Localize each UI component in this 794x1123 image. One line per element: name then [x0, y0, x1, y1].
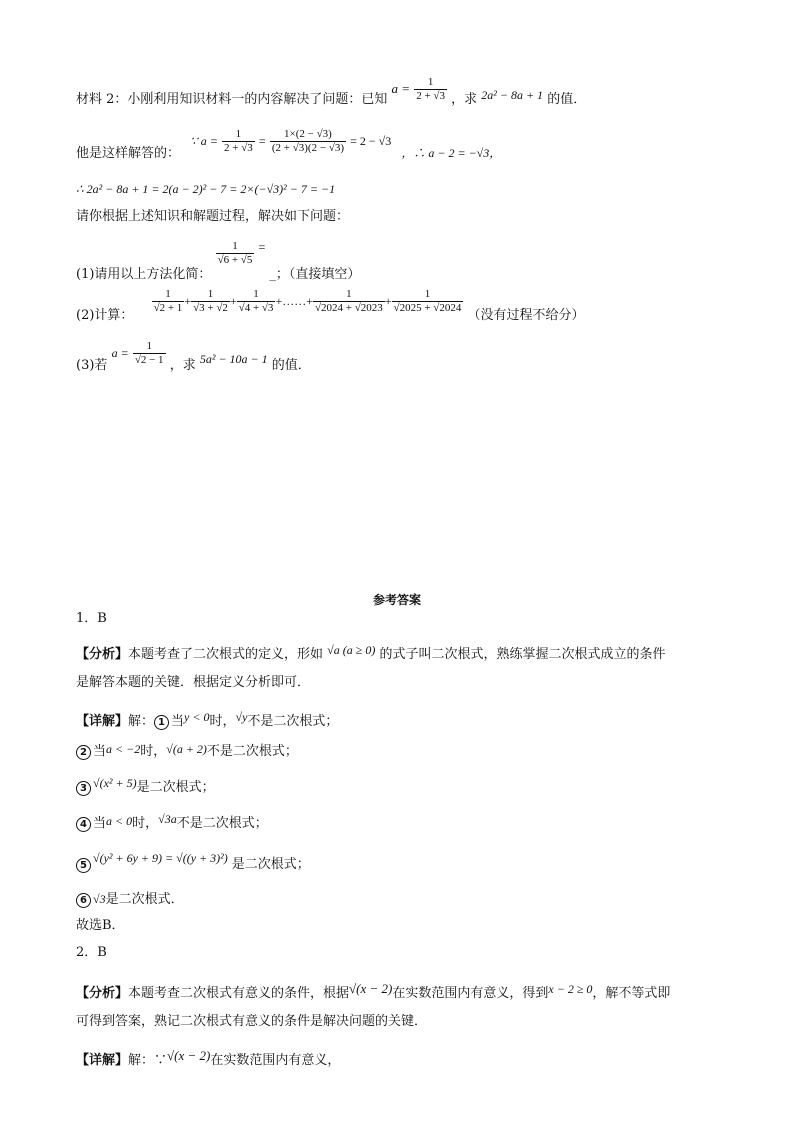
q3-suffix: 的值． — [271, 358, 311, 373]
step1-fraction-2 — [270, 128, 346, 155]
a2-analysis-3: ，解不等式即 — [592, 986, 671, 1001]
q2-term-3-den: √4 + √3 — [238, 302, 274, 314]
solution-step2: ∴ 2a² − 8a + 1 = 2(a − 2)² − 7 = 2×(−√3)² − 7 = −1 — [76, 182, 336, 196]
a1-detail-5 — [76, 851, 310, 874]
f2-num: 1×(2 − √3) — [284, 128, 332, 140]
item-1-post: 不是二次根式； — [247, 714, 339, 729]
a2-analysis-tag: 【分析】 — [76, 986, 129, 1001]
given-num: 1 — [427, 76, 434, 88]
q3-lhs: a = — [111, 346, 129, 360]
item-3-expr: √(x² + 5) — [93, 776, 137, 790]
q2-term-4 — [313, 288, 385, 315]
q2-term-3-num: 1 — [253, 288, 259, 300]
item-6-expr: √3 — [93, 892, 106, 906]
q2-term-5-num: 1 — [424, 288, 431, 300]
step1-tail: ，∴ a − 2 = −√3， — [401, 146, 502, 160]
solution-intro: 他是这样解答的： — [76, 146, 181, 161]
q3-expr: 5a² − 10a − 1 — [199, 352, 268, 366]
f1-num: 1 — [235, 128, 242, 140]
material2-prefix: 材料 2：小刚利用知识材料一的内容解决了问题：已知 — [76, 92, 388, 107]
a1-detail-tag: 【详解】 — [76, 714, 129, 729]
q2-term-5 — [392, 288, 464, 315]
q2-term-1-num: 1 — [165, 288, 171, 300]
item-2-mid: 时， — [140, 744, 167, 759]
item-5-post: 是二次根式； — [231, 857, 310, 872]
step1-fraction-1 — [222, 128, 255, 155]
a2-analysis-line-1 — [76, 981, 671, 1003]
step1-lhs: ∵ a = — [190, 134, 218, 148]
given-den: 2 + √3 — [416, 90, 445, 102]
item-4-expr: √3a — [158, 812, 177, 826]
q2-term-5-den: √2025 + √2024 — [393, 302, 462, 314]
a2-detail-line — [76, 1048, 341, 1070]
material2-suffix: 的值． — [547, 92, 587, 107]
a1-label: 1．B — [76, 611, 107, 626]
q2-term-4-num: 1 — [346, 288, 352, 300]
item-number-icon: 1 — [154, 715, 169, 730]
question-1 — [76, 238, 361, 282]
material2-mid: ，求 — [451, 92, 478, 107]
a2-detail-tag: 【详解】 — [76, 1053, 129, 1068]
a1-detail-2 — [76, 742, 298, 761]
a1-conclusion: 故选B． — [76, 918, 125, 933]
q2-term-1-den: √2 + 1 — [153, 302, 183, 314]
plus-sign: + — [229, 294, 237, 308]
step1-rhs: = 2 − √3 — [350, 134, 392, 148]
item-2-cond: a < −2 — [106, 742, 141, 756]
item-2-expr: √(a + 2) — [166, 742, 207, 756]
a1-analysis-expr: √a (a ≥ 0) — [327, 643, 376, 657]
item-number-icon: 5 — [76, 858, 91, 873]
f2-den: (2 + √3)(2 − √3) — [271, 142, 344, 154]
plus-sign: + — [184, 294, 192, 308]
item-number-icon: 3 — [76, 781, 91, 796]
a1-detail-1 — [76, 712, 338, 731]
item-1-mid: 时， — [209, 714, 236, 729]
item-number-icon: 6 — [76, 893, 91, 908]
material2-expr: 2a² − 8a + 1 — [481, 88, 544, 102]
q2-term-2 — [191, 288, 230, 315]
a1-analysis-line-1 — [76, 645, 666, 664]
f1-den: 2 + √3 — [224, 142, 253, 154]
given-fraction — [414, 76, 447, 103]
equals-sign: = — [258, 134, 266, 148]
item-2-post: 不是二次根式； — [206, 744, 298, 759]
item-6-post: 是二次根式． — [105, 892, 184, 907]
q2-term-1 — [152, 288, 185, 315]
a2-detail-expr: √(x − 2) — [167, 1048, 211, 1063]
a1-analysis-3: 是解答本题的关键．根据定义分析即可． — [76, 675, 311, 690]
a2-detail-intro: 解：∵ — [128, 1053, 168, 1068]
q3-num: 1 — [146, 340, 152, 352]
item-1-expr: √y — [235, 710, 248, 724]
item-1-pre: 当 — [171, 714, 185, 729]
solution-line-1 — [76, 128, 502, 161]
a1-detail-intro: 解： — [128, 714, 155, 729]
material2-line — [76, 76, 587, 113]
a2-detail-post: 在实数范围内有意义， — [210, 1053, 341, 1068]
instructions: 请你根据上述知识和解题过程，解决如下问题： — [76, 209, 350, 224]
item-4-cond: a < 0 — [106, 814, 133, 828]
item-4-mid: 时， — [132, 816, 159, 831]
q2-prefix: (2)计算： — [76, 308, 134, 323]
answers-title: 参考答案 — [372, 593, 421, 607]
a2-label: 2．B — [76, 945, 107, 960]
a2-analysis-expr: √(x − 2) — [349, 981, 393, 996]
a1-detail-6 — [76, 890, 184, 909]
q2-term-3 — [237, 288, 276, 315]
q3-prefix: (3)若 — [76, 358, 108, 373]
question-2 — [76, 288, 585, 323]
item-3-post: 是二次根式； — [136, 780, 215, 795]
q2-term-2-num: 1 — [207, 288, 214, 300]
a1-analysis-tag: 【分析】 — [76, 647, 129, 662]
item-4-post: 不是二次根式； — [176, 816, 268, 831]
item-5-expr: √(y² + 6y + 9) = √((y + 3)²) — [93, 851, 228, 865]
q2-term-4-den: √2024 + √2023 — [314, 302, 383, 314]
q1-prefix: (1)请用以上方法化简： — [76, 267, 212, 282]
item-1-cond: y < 0 — [184, 710, 210, 724]
a1-detail-4 — [76, 814, 268, 833]
question-3 — [76, 340, 311, 373]
item-2-pre: 当 — [93, 744, 107, 759]
q1-fraction — [216, 240, 255, 267]
q3-den: √2 − 1 — [134, 354, 164, 366]
q1-den: √6 + √5 — [217, 254, 253, 266]
item-number-icon: 4 — [76, 817, 91, 832]
q3-mid: ，求 — [169, 358, 196, 373]
q2-term-2-den: √3 + √2 — [193, 302, 228, 314]
q3-fraction — [133, 340, 166, 367]
a1-analysis-2: 的式子叫二次根式，熟练掌握二次根式成立的条件 — [379, 647, 666, 662]
a2-analysis-1: 本题考查二次根式有意义的条件，根据 — [128, 986, 350, 1001]
q1-equals: = — [258, 240, 266, 254]
a1-analysis-1: 本题考查了二次根式的定义，形如 — [128, 647, 324, 662]
item-number-icon: 2 — [76, 745, 91, 760]
a2-analysis-4: 可得到答案，熟记二次根式有意义的条件是解决问题的关键． — [76, 1014, 428, 1029]
a2-analysis-expr2: x − 2 ≥ 0 — [548, 982, 593, 996]
item-4-pre: 当 — [93, 816, 107, 831]
q2-suffix: （没有过程不给分） — [467, 308, 585, 323]
plus-sign: + — [384, 294, 392, 308]
q1-num: 1 — [232, 240, 238, 252]
q1-suffix: _；（直接填空） — [269, 267, 361, 282]
given-lhs: a = — [391, 81, 411, 96]
a1-detail-3 — [76, 778, 215, 797]
q2-dots: +……+ — [275, 294, 313, 308]
a2-analysis-2: 在实数范围内有意义，得到 — [392, 986, 549, 1001]
